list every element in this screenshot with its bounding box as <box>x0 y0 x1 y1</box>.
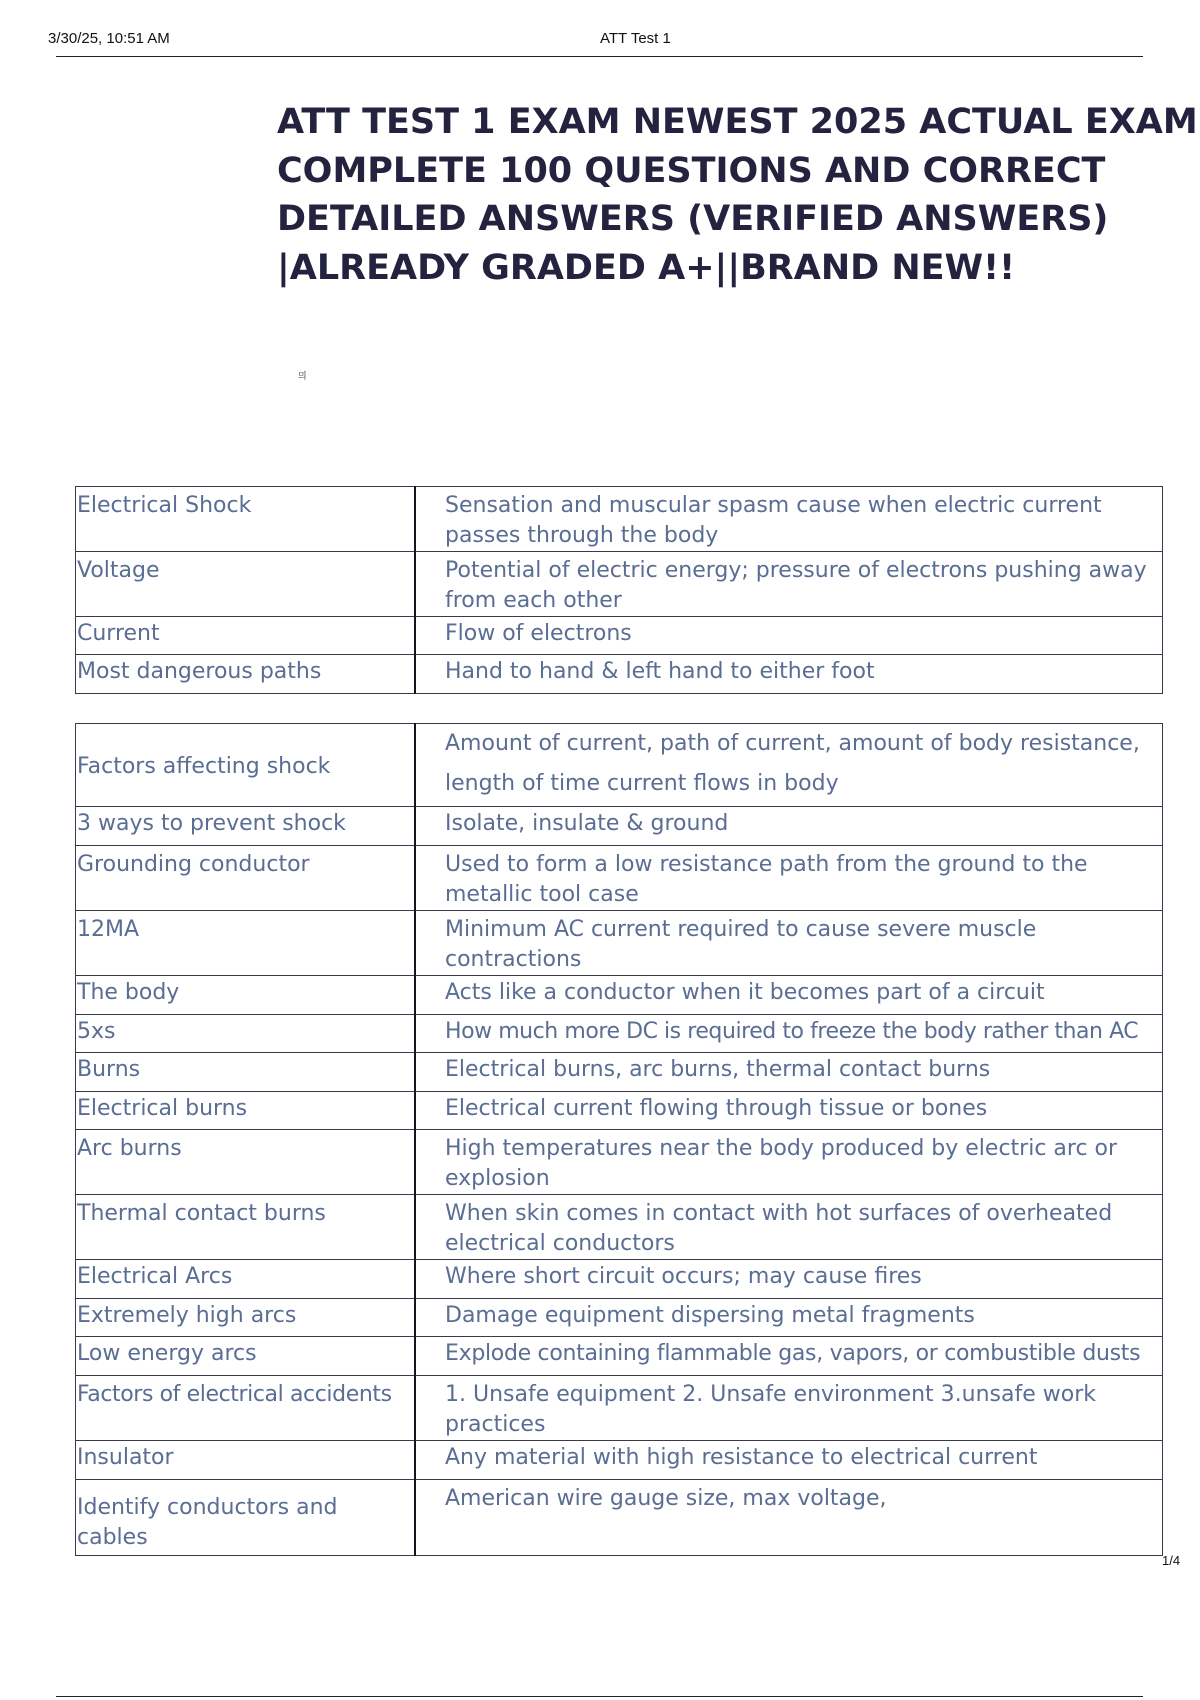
definition-cell: Damage equipment dispersing metal fragments <box>415 1299 1163 1337</box>
definition-cell: 1. Unsafe equipment 2. Unsafe environment 3.unsafe work practices <box>415 1376 1163 1441</box>
flashcard-table-1 <box>75 486 1163 694</box>
table-row <box>76 655 1163 694</box>
term-cell: 12MA <box>76 911 416 976</box>
term-cell: Electrical burns <box>76 1092 416 1130</box>
table-row <box>76 1480 1163 1556</box>
title-line-3: DETAILED ANSWERS (VERIFIED ANSWERS) <box>277 199 1109 239</box>
table-row <box>76 1053 1163 1092</box>
table-row <box>76 617 1163 655</box>
term-cell: Factors of electrical accidents <box>76 1376 416 1441</box>
table-row <box>76 724 1163 807</box>
definition-cell: Amount of current, path of current, amount of body resistance, length of time current flows in body <box>415 724 1163 807</box>
table-row <box>76 487 1163 552</box>
table-row <box>76 1337 1163 1376</box>
definition-cell: Isolate, insulate & ground <box>415 807 1163 846</box>
table-row <box>76 1130 1163 1195</box>
definition-cell: How much more DC is required to freeze the body rather than AC <box>415 1015 1163 1053</box>
term-cell: Thermal contact burns <box>76 1195 416 1260</box>
term-cell: Grounding conductor <box>76 846 416 911</box>
page-number: 1/4 <box>1162 1553 1181 1568</box>
table-row <box>76 552 1163 617</box>
print-date: 3/30/25, 10:51 AM <box>48 30 170 47</box>
definition-cell: American wire gauge size, max voltage, <box>415 1480 1163 1556</box>
table-row <box>76 1376 1163 1441</box>
footer-rule <box>56 1696 1143 1697</box>
term-cell: Extremely high arcs <box>76 1299 416 1337</box>
definition-cell: When skin comes in contact with hot surfaces of overheated electrical conductors <box>415 1195 1163 1260</box>
term-cell: The body <box>76 976 416 1015</box>
definition-cell: Electrical burns, arc burns, thermal contact burns <box>415 1053 1163 1092</box>
definition-cell: Explode containing flammable gas, vapors, or combustible dusts <box>415 1337 1163 1376</box>
definition-cell: Flow of electrons <box>415 617 1163 655</box>
term-cell: Factors affecting shock <box>76 724 416 807</box>
table-row <box>76 1195 1163 1260</box>
term-cell: 5xs <box>76 1015 416 1053</box>
term-cell: Low energy arcs <box>76 1337 416 1376</box>
print-header <box>48 30 1143 56</box>
table-row <box>76 1015 1163 1053</box>
definition-cell: Hand to hand & left hand to either foot <box>415 655 1163 694</box>
table-row <box>76 1299 1163 1337</box>
definition-cell: Sensation and muscular spasm cause when electric current passes through the body <box>415 487 1163 552</box>
definition-cell: Where short circuit occurs; may cause fires <box>415 1260 1163 1299</box>
definition-cell: Any material with high resistance to electrical current <box>415 1441 1163 1480</box>
definition-cell: Minimum AC current required to cause severe muscle contractions <box>415 911 1163 976</box>
term-cell: Electrical Shock <box>76 487 416 552</box>
term-cell: Electrical Arcs <box>76 1260 416 1299</box>
term-cell: Burns <box>76 1053 416 1092</box>
tiny-image-icon: 믜 <box>298 372 307 382</box>
title-line-4: |ALREADY GRADED A+||BRAND NEW!! <box>277 247 1016 288</box>
document-title <box>277 98 1198 292</box>
definition-cell: Electrical current flowing through tissue or bones <box>415 1092 1163 1130</box>
table-row <box>76 846 1163 911</box>
term-cell: Most dangerous paths <box>76 655 416 694</box>
term-cell: Insulator <box>76 1441 416 1480</box>
table-row <box>76 911 1163 976</box>
table-row <box>76 1441 1163 1480</box>
definition-cell: High temperatures near the body produced by electric arc or explosion <box>415 1130 1163 1195</box>
term-cell: Arc burns <box>76 1130 416 1195</box>
definition-cell: Acts like a conductor when it becomes part of a circuit <box>415 976 1163 1015</box>
term-cell: Current <box>76 617 416 655</box>
flashcard-table-2 <box>75 723 1163 1556</box>
header-rule <box>56 56 1143 57</box>
table-row <box>76 1092 1163 1130</box>
print-title: ATT Test 1 <box>600 30 671 47</box>
table-row <box>76 976 1163 1015</box>
definition-cell: Used to form a low resistance path from the ground to the metallic tool case <box>415 846 1163 911</box>
table-row <box>76 1260 1163 1299</box>
table-row <box>76 807 1163 846</box>
term-cell: Identify conductors and cables <box>76 1480 416 1556</box>
term-cell: Voltage <box>76 552 416 617</box>
title-line-1: ATT TEST 1 EXAM NEWEST 2025 ACTUAL EXAM <box>277 102 1198 142</box>
title-line-2: COMPLETE 100 QUESTIONS AND CORRECT <box>277 150 1106 191</box>
definition-cell: Potential of electric energy; pressure of electrons pushing away from each other <box>415 552 1163 617</box>
term-cell: 3 ways to prevent shock <box>76 807 416 846</box>
